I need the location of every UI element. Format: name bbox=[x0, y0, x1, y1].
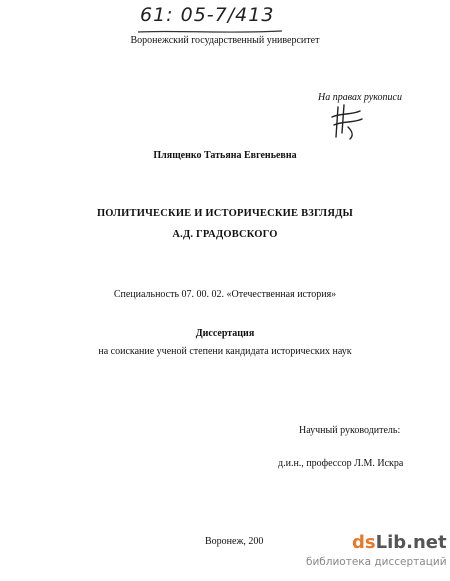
university-name: Воронежский государственный университет bbox=[130, 35, 320, 46]
supervisor-name: д.и.н., профессор Л.М. Искра bbox=[278, 458, 404, 469]
city-year: Воронеж, 200 bbox=[205, 536, 264, 547]
author-name: Плященко Татьяна Евгеньевна bbox=[153, 150, 297, 161]
supervisor-label: Научный руководитель: bbox=[299, 425, 401, 436]
watermark-subtitle: библиотека диссертаций bbox=[306, 556, 447, 568]
watermark-logo-suffix: Lib.net bbox=[375, 532, 447, 553]
dissertation-title-line2: А.Д. ГРАДОВСКОГО bbox=[172, 229, 278, 240]
handwritten-archive-code: 61: 05-7/413 bbox=[140, 4, 275, 26]
signature-mark bbox=[330, 103, 364, 141]
degree-purpose: на соискание ученой степени кандидата исторических наук bbox=[98, 346, 352, 357]
watermark-logo-prefix: ds bbox=[352, 532, 376, 553]
work-type: Диссертация bbox=[195, 328, 255, 339]
specialty-line: Специальность 07. 00. 02. «Отечественная история» bbox=[113, 289, 337, 300]
dissertation-title-line1: ПОЛИТИЧЕСКИЕ И ИСТОРИЧЕСКИЕ ВЗГЛЯДЫ bbox=[96, 208, 354, 219]
manuscript-rights-label: На правах рукописи bbox=[318, 92, 402, 103]
watermark-logo bbox=[352, 532, 447, 553]
